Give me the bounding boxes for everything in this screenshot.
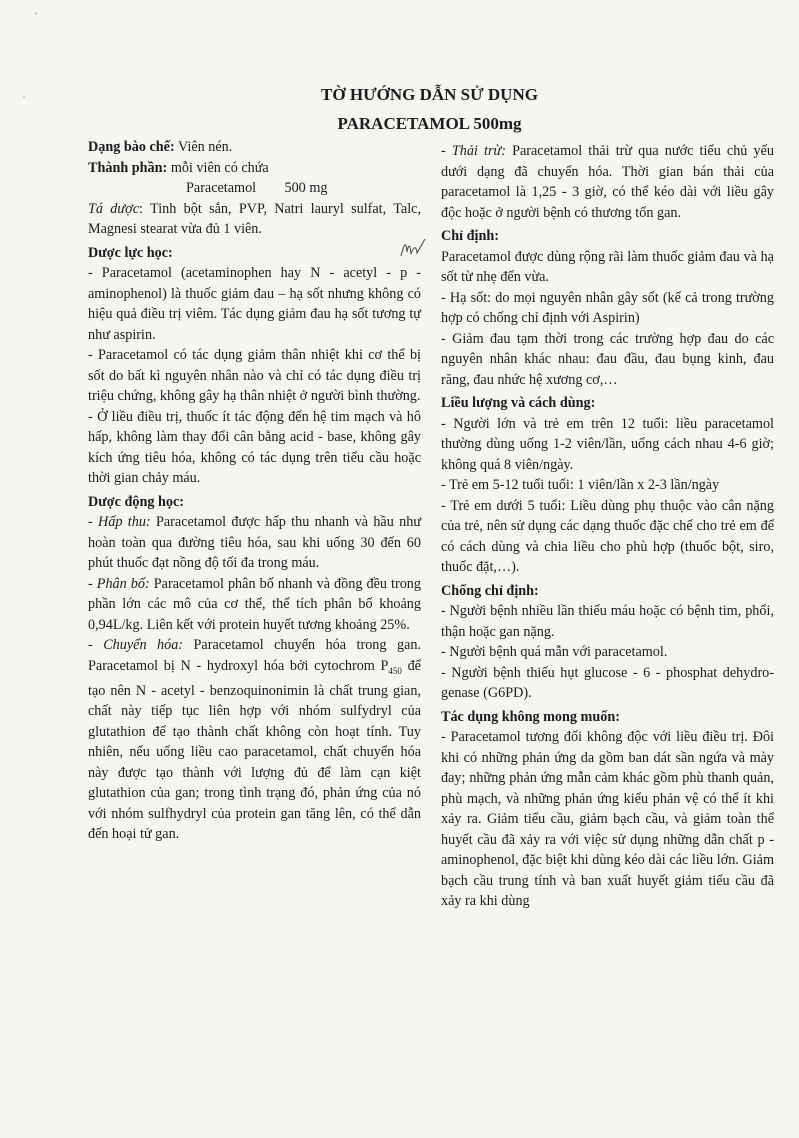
adverse-effects-paragraph: - Paracetamol tương đối không độc với liều điều trị. Đôi khi có những phản ứng da gồm ban dát sần ngứa và mày đay; những phản ứng mẫn cảm khác gồm phù thanh quản, phù mạch, và những phản ứng kiểu phản vệ có thể ít khi xảy ra. Giảm tiểu cầu, giảm bạch cầu, và giảm toàn thể huyết cầu đã xảy ra với việc sử dụng những dẫn chất p - aminophenol, đặc biệt khi dùng kéo dài các liều lớn. Giảm bạch cầu trung tính và ban xuất huyết giảm tiểu cầu đã xảy ra khi dùng [441,729,774,909]
indication-heading: Chỉ định: [441,228,499,244]
dosage-paragraph-1: - Người lớn và trẻ em trên 12 tuổi: liều paracetamol thường dùng uống 1-2 viên/lần, uống cách nhau 4-6 giờ; không quá 8 viên/ngày. [441,415,774,473]
active-ingredient: Paracetamol 500 mg [186,180,328,196]
pd-paragraph-3: - Ở liều điều trị, thuốc ít tác động đến hệ tim mạch và hô hấp, không làm thay đổi cân bằng acid - base, không gây kích ứng tiêu hóa, không có tác dụng trên tiểu cầu hoặc thời gian chảy máu. [88,408,421,486]
contraindication-paragraph-3: - Người bệnh thiếu hụt glucose - 6 - phosphat dehydro-genase (G6PD). [441,664,774,701]
pharmacokinetics-heading: Dược động học: [88,493,184,510]
excipients: Tá dược: Tinh bột sắn, PVP, Natri lauryl sulfat, Talc, Magnesi stearat vừa đủ 1 viên. [88,200,421,237]
pd-paragraph-1: - Paracetamol (acetaminophen hay N - acetyl - p - aminophenol) là thuốc giảm đau – hạ sốt nhưng không có hiệu quả điều trị viêm. Tác dụng giảm đau hạ sốt tương tự như aspirin. [88,265,421,343]
document-title: TỜ HƯỚNG DẪN SỬ DỤNG [321,85,538,104]
title-block [0,84,799,135]
pharmacodynamics-heading: Dược lực học: [88,244,173,261]
indication-paragraph-2: - Hạ sốt: do mọi nguyên nhân gây sốt (kể cả trong trường hợp có chống chỉ định với Aspirin) [441,289,774,326]
scan-mark-top: ` [34,10,38,24]
contraindication-heading: Chống chỉ định: [441,582,539,599]
left-column [88,137,421,845]
contraindication-paragraph-1: - Người bệnh nhiều lần thiếu máu hoặc có bệnh tim, phổi, thận hoặc gan nặng. [441,603,774,640]
dosage-heading: Liều lượng và cách dùng: [441,395,596,411]
drug-name-title: PARACETAMOL 500mg [337,114,522,133]
scan-mark-left: · [22,90,26,104]
composition: Thành phần: mỗi viên có chứa [88,159,269,176]
absorption-paragraph: - Hấp thu: Paracetamol được hấp thu nhanh và hầu như hoàn toàn qua đường tiêu hóa, sau khi uống 30 đến 60 phút thuốc đạt nồng độ tối đa trong máu. [88,514,422,571]
metabolism-paragraph: - Chuyển hóa: Paracetamol chuyển hóa trong gan. Paracetamol bị N - hydroxyl hóa bởi cytochrom $P_{450}$ để tạo nên N - acetyl - benzoquinonimin là chất trung gian, chất này tiếp tục liên hợp với nhóm sulfydryl của glutathion để tạo thành chất không còn hoạt tính. Tuy nhiên, nếu uống liều cao paracetamol, chất chuyển hóa này được tạo thành với lượng đủ để làm cạn kiệt glutathion của gan; trong tình trạng đó, phản ứng của nó với nhóm sulfhydryl của protein gan tăng lên, có thể dẫn đến hoại tử gan. [88,637,422,843]
elimination-paragraph: - Thải trừ: Paracetamol thải trừ qua nước tiểu chủ yếu dưới dạng đã chuyển hóa. Thời gian bán thải của paracetamol là 1,25 - 3 giờ, có thể kéo dài với liều gây độc hoặc ở người bệnh có thương tổn gan. [441,143,775,221]
contraindication-paragraph-2: - Người bệnh quá mẫn với paracetamol. [441,644,668,660]
indication-paragraph-3: - Giảm đau tạm thời trong các trường hợp đau do các nguyên nhân khác nhau: đau đầu, đau bụng kinh, đau răng, đau nhức hệ xương cơ,… [441,330,774,388]
pd-paragraph-2: - Paracetamol có tác dụng giảm thân nhiệt khi cơ thể bị sốt do bất kì nguyên nhân nào và chỉ có tác dụng điều trị triệu chứng, không gây hạ thân nhiệt ở người bình thường. [88,347,421,404]
distribution-paragraph: - Phân bố: Paracetamol phân bố nhanh và đồng đều trong phần lớn các mô của cơ thể, thể tích phân bố khoảng 0,94L/kg. Liên kết với protein huyết tương khoảng 25%. [88,575,421,633]
indication-paragraph-1: Paracetamol được dùng rộng rãi làm thuốc giảm đau và hạ sốt từ nhẹ đến vừa. [441,248,774,285]
dosage-paragraph-3: - Trẻ em dưới 5 tuổi: Liều dùng phụ thuộc vào cân nặng của trẻ, nên sử dụng các dạng thuốc đặc chế cho trẻ em để có cách dùng và chia liều cho phù hợp (thuốc bột, siro, thuốc đặt,…). [441,497,774,575]
dosage-paragraph-2: - Trẻ em 5-12 tuổi tuổi: 1 viên/lần x 2-3 lần/ngày [441,477,720,493]
dosage-form: Dạng bào chế: Viên nén. [88,139,233,155]
adverse-effects-heading: Tác dụng không mong muốn: [441,708,620,725]
right-column [441,141,774,912]
